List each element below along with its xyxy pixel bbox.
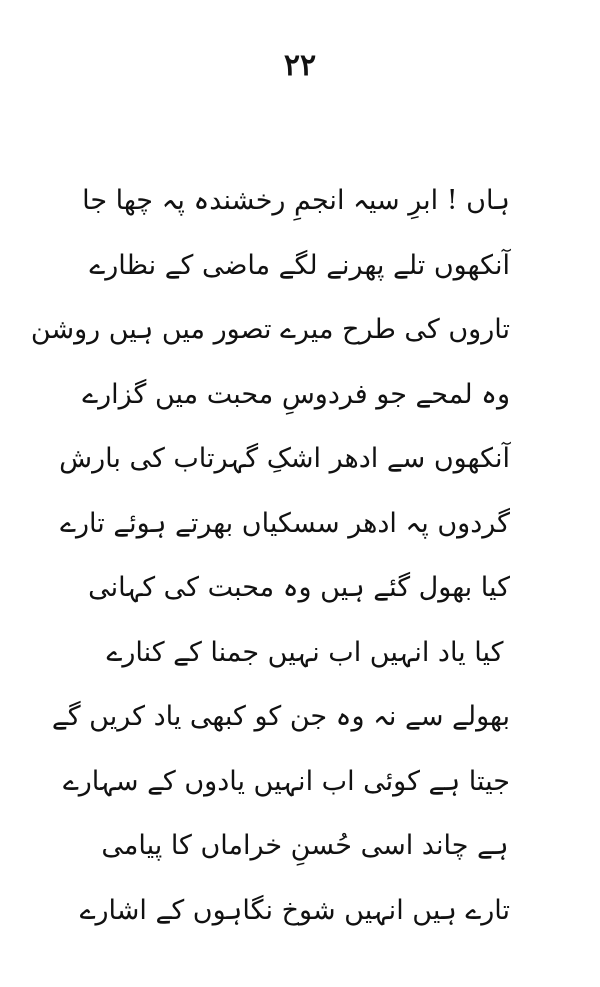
poem-line: ہے چاند اسی حُسنِ خراماں کا پیامی: [101, 830, 509, 861]
poem-line: جیتا ہے کوئی اب انہیں یادوں کے سہارے: [62, 765, 510, 797]
poem-line: کیا بھول گئے ہیں وہ محبت کی کہانی: [88, 572, 510, 603]
poem: [30, 176, 510, 950]
poem-line: تاروں کی طرح میرے تصور میں ہیں روشن: [30, 314, 510, 345]
poem-line: بھولے سے نہ وہ جن کو کبھی یاد کریں گے: [51, 701, 510, 732]
page-number: ٢٢: [283, 48, 317, 83]
poem-line: تارے ہیں انہیں شوخ نگاہوں کے اشارے: [79, 894, 510, 926]
poem-line: کیا یاد انہیں اب نہیں جمنا کے کنارے: [106, 636, 504, 668]
poem-line: وہ لمحے جو فردوسِ محبت میں گزارے: [82, 378, 510, 410]
poem-line: آنکھوں تلے پھرنے لگے ماضی کے نظارے: [89, 249, 510, 281]
poem-line: آنکھوں سے ادھر اشکِ گہرتاب کی بارش: [59, 443, 510, 474]
poem-line: گردوں پہ ادھر سسکیاں بھرتے ہوئے تارے: [60, 507, 510, 539]
poem-line: ہاں ! ابرِ سیہ انجمِ رخشندہ پہ چھا جا: [82, 185, 510, 216]
